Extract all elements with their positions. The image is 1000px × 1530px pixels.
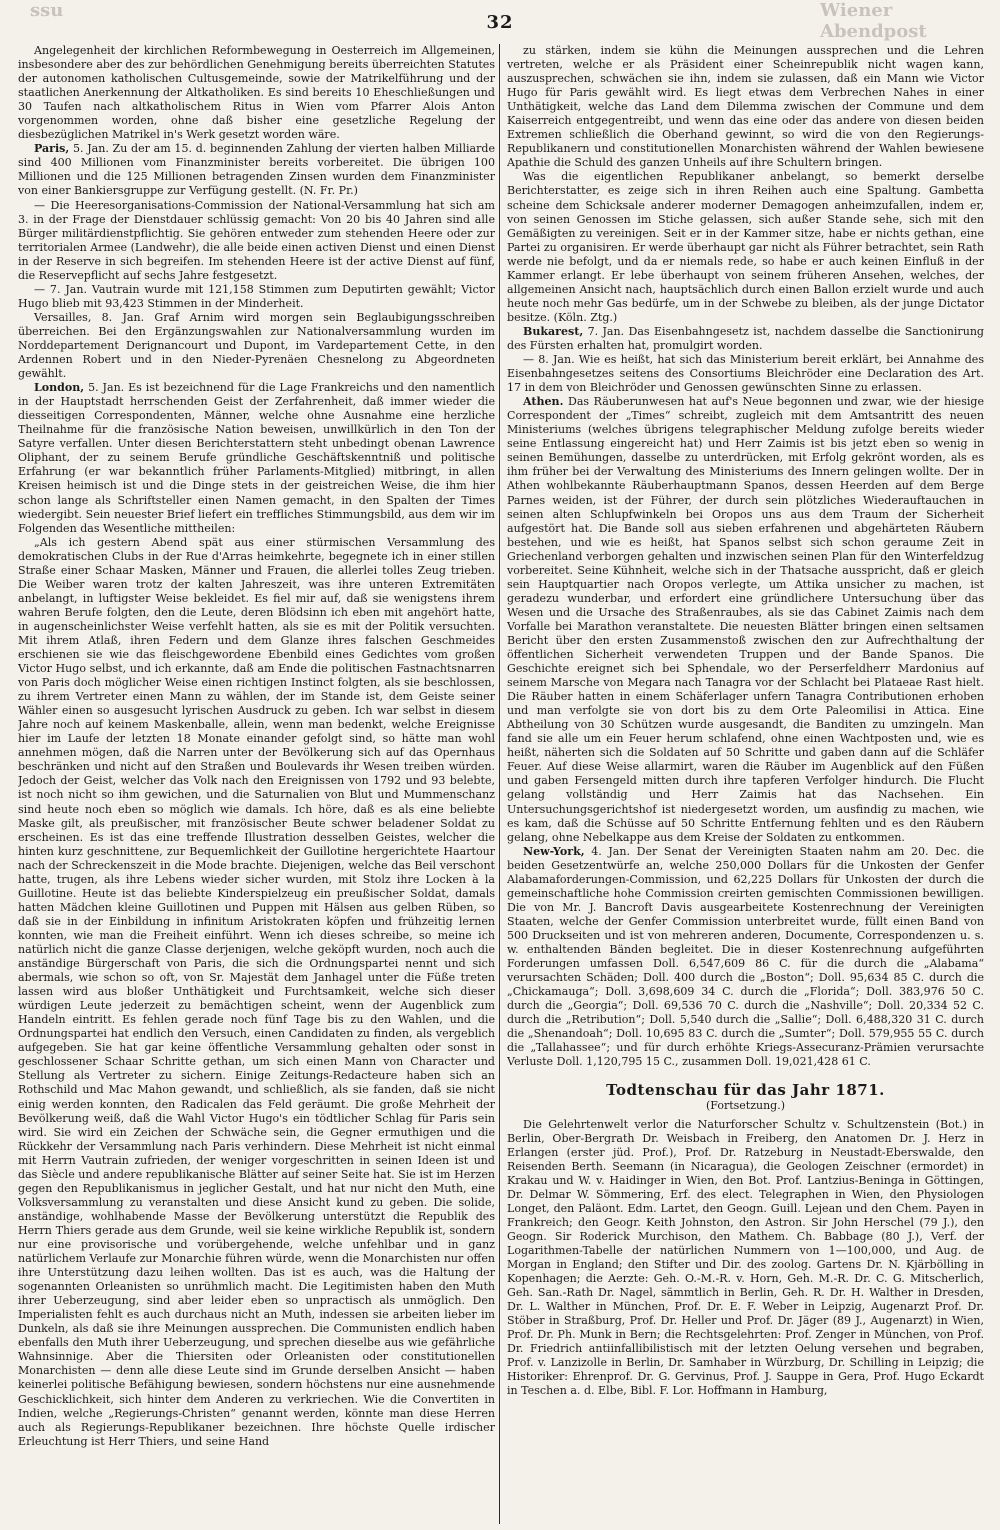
faded-header-right: Wiener Abendpost (820, 0, 927, 42)
dateline-new-york: New-York, (523, 844, 585, 858)
article-paragraph: Was die eigentlichen Republikaner anbelangt, so bemerkt derselbe Berichterstatter, es zeige sich in ihren Reihen auch eine Spaltung. Gambetta scheine dem Schicksale anderer moderner Demagogen anheimzufallen, indem er, von seinen Genossen im Stiche gelassen, sich außer Stande sehe, sich mit den Gemäßigten zu vereinigen. Seit er in der Kammer sitze, habe er nichts gethan, eine Partei zu organisiren. Er werde überhaupt gar nicht als Führer betrachtet, sein Rath werde nie befolgt, und da er niemals rede, so habe er auch keinen Einfluß in der Kammer erlangt. Er lebe überhaupt von seinem früheren Ansehen, welches, der allgemeinen Ansicht nach, hauptsächlich durch einen Ballon erzielt wurde und auch heute noch mehr Gas bedürfe, um in der Schwebe zu bleiben, als der junge Dictator besitze. (Köln. Ztg.) (507, 170, 984, 324)
column-divider (499, 44, 500, 1524)
article-paragraph: „Als ich gestern Abend spät aus einer stürmischen Versammlung des demokratischen Clubs in der Rue d'Arras heimkehrte, begegnete ich in einer stillen Straße einer Schaar Masken, Männer und Frauen, die allerlei tolles Zeug trieben. Die Weiber waren trotz der kalten Jahreszeit, was ihre unteren Extremitäten anbelangt, in luftigster Weise bekleidet. Es fiel mir auf, daß sie wenigstens ihrem wahren Berufe folgten, den die Leute, deren Blödsinn ich eben mit angehört hatte, in augenscheinlichster Weise verfehlt hatten, als sie es mit der Politik versuchten. Mit ihrem Atlaß, ihren Federn und dem Glanze ihres falschen Geschmeides erschienen sie wie das fleischgewordene Ebenbild eines Gedichtes vom großen Victor Hugo selbst, und ich erkannte, daß am Ende die politischen Fastnachtsnarren von Paris doch möglicher Weise einen richtigen Instinct folgten, als sie beschlossen, zu ihrem Vertreter einen Mann zu wählen, der im Stande ist, dem Geiste seiner Wähler einen so ausgesucht lyrischen Ausdruck zu geben. Ich war selbst in diesem Jahre noch auf keinem Maskenballe, allein, wenn man bedenkt, welche Ereignisse hier im Laufe der letzten 18 Monate einander gefolgt sind, so hätte man wohl annehmen mögen, daß die Narren unter der Bevölkerung sich auf das Opernhaus beschränken und nicht auf den Straßen und Boulevards ihr Wesen treiben würden. Jedoch der Geist, welcher das Volk nach den Ereignissen von 1792 und 93 belebte, ist noch nicht so ihm gewichen, und die Saturnalien von Blut und Mummenschanz sind heute noch eben so möglich wie damals. Ich höre, daß es als eine beliebte Maske gilt, als preußischer, mit französischer Beute schwer beladener Soldat zu erscheinen. Es ist das eine treffende Illustration desselben Geistes, welcher die hinten kurz geschnittene, zur Bequemlichkeit der Guillotine hergerichtete Haartour nach der Schreckenszeit in die Mode brachte. Diejenigen, welche das Beil verschont hatte, trugen, als ihre Lebens wieder sicher wurden, mit Stolz ihre Locken à la Guillotine. Heute ist das beliebte Kinderspielzeug ein preußischer Soldat, damals hatten Mädchen kleine Guillotinen und Puppen mit Hälsen aus gelben Rüben, so daß sie in der Einbildung in infinitum Aristokraten köpfen und frühzeitig lernen konnten, wie man die Freiheit einführt. Wenn ich dieses schreibe, so meine ich natürlich nicht die ganze Classe derjenigen, welche geköpft wurden, noch auch die anständige Bürgerschaft von Paris, die sich die Ordnungspartei nennt und sich abermals, wie schon so oft, von Sr. Majestät dem Janhagel unter die Füße treten lassen wird aus bloßer Unthätigkeit und Furchtsamkeit, welche sich dieser würdigen Leute jederzeit zu bemächtigen scheint, wenn der Augenblick zum Handeln eintritt. Es fehlen gerade noch fünf Tage bis zu den Wahlen, und die Ordnungspartei hat endlich den Versuch, einen Candidaten zu finden, als vergeblich aufgegeben. Sie hat gar keine öffentliche Versammlung gehalten oder sonst in geschlossener Schaar Schritte gethan, um sich einen Mann von Character und Stellung als Vertreter zu sichern. Einige Zeitungs-Redacteure haben sich an Rothschild und Mac Mahon gewandt, und schließlich, als sie fanden, daß sie nicht einig werden konnten, den Radicalen das Feld geräumt. Die große Mehrheit der Bevölkerung weiß, daß die Wahl Victor Hugo's ein tödtlicher Schlag für Paris sein wird. Sie wird ein Zeichen der Schwäche sein, die Gegner ermuthigen und die Rückkehr der Versammlung nach Paris verhindern. Diese Mehrheit ist nicht einmal mit Herrn Vautrain zufrieden, der weniger vorgeschritten in seinen Ideen ist und das Siècle und andere republikanische Blätter auf seiner Seite hat. Sie ist im Herzen gegen den Republikanismus in jeglicher Gestalt, und hat nur nicht den Muth, eine Volksversammlung zu veranstalten und diese Ansicht kund zu geben. Die solide, anständige, wohlhabende Masse der Bevölkerung unterstützt die Republik des Herrn Thiers gerade aus dem Grunde, weil sie keine wirkliche Republik ist, sondern nur eine provisorische und vorübergehende, welche unfehlbar und in ganz natürlichem Verlaufe zur Monarchie führen würde, wenn die Monarchisten nur offen ihre Unterstützung dazu leihen wollten. Das ist es auch, was die Haltung der sogenannten Orleanisten so unrühmlich macht. Die Legitimisten haben den Muth ihrer Ueberzeugung, sind aber leider eben so unpractisch als unmöglich. Den Imperialisten fehlt es auch durchaus nicht an Muth, indessen sie arbeiten lieber im Dunkeln, als daß sie ihre Meinungen aussprechen. Die Communisten endlich haben ebenfalls den Muth ihrer Ueberzeugung, und sprechen dieselbe aus wie gefährliche Wahnsinnige. Aber die Thiersiten oder Orleanisten oder constitutionellen Monarchisten — denn alle diese Leute sind im Grunde derselben Ansicht — haben keinerlei politische Befähigung bewiesen, sondern höchstens nur eine ausnehmende Geschicklichkeit, sich hinter dem Anderen zu verkriechen. Wie die Convertiten in Indien, welche „Regierungs-Christen“ genannt werden, könnte man diese Herren auch als Regierungs-Republikaner bezeichnen. Ihre höchste Quelle irdischer Erleuchtung ist Herr Thiers, und seine Hand (18, 535, 495, 1448)
article-paragraph: Paris, 5. Jan. Zu der am 15. d. beginnenden Zahlung der vierten halben Milliarde sind 400 Millionen vom Finanzminister bereits vorbereitet. Die übrigen 100 Millionen und die 125 Millionen betragenden Zinsen wurden dem Finanzminister von einer Bankiersgruppe zur Verfügung gestellt. (N. Fr. Pr.) (18, 142, 495, 198)
right-column (507, 44, 984, 1524)
dateline-paris: Paris, (34, 142, 70, 156)
left-column (18, 44, 495, 1524)
article-paragraph: Angelegenheit der kirchlichen Reformbewegung in Oesterreich im Allgemeinen, insbesondere aber des zur behördlichen Genehmigung bereits überreichten Statutes der autonomen katholischen Cultusgemeinde, sowie der Matrikelführung und der staatlichen Anerkennung der Altkatholiken. Es sind bereits 10 Eheschließungen und 30 Taufen nach altkatholischem Ritus in Wien vom Pfarrer Alois Anton vorgenommen worden, ohne daß bisher eine gesetzliche Regelung der diesbezüglichen Matrikel in's Werk gesetzt worden wäre. (18, 44, 495, 142)
page-number: 32 (486, 12, 514, 33)
article-paragraph: London, 5. Jan. Es ist bezeichnend für die Lage Frankreichs und den namentlich in der Hauptstadt herrschenden Geist der Zerfahrenheit, daß immer wieder die diesseitigen Correspondenten, Männer, welche ohne Ausnahme eine herzliche Theilnahme für die französische Nation beweisen, unwillkürlich in den Ton der Satyre verfallen. Unter diesen Berichterstattern steht unbedingt obenan Lawrence Oliphant, der zu seinem Berufe gründliche Geschäftskenntniß und politische Erfahrung (er war bekanntlich früher Parlaments-Mitglied) mitbringt, in allen Kreisen heimisch ist und die Dinge stets in der geistreichen Weise, die ihm hier schon lange als Schriftsteller einen Namen gemacht, in den Spalten der Times wiedergibt. Sein neuester Brief liefert ein treffliches Stimmungsbild, aus dem wir im Folgenden das Wesentliche mittheilen: (18, 381, 495, 535)
dateline-bukarest: Bukarest, (523, 324, 584, 338)
page-header (0, 0, 1000, 42)
obituary-text: Die Gelehrtenwelt verlor die Naturforscher Schultz v. Schultzenstein (Bot.) in Berlin, Ober-Bergrath Dr. Weisbach in Freiberg, den Anatomen Dr. J. Herz in Erlangen (erster jüd. Prof.), Prof. Dr. Ratzeburg in Neustadt-Eberswalde, den Reisenden Berth. Seemann (in Nicaragua), die Geologen Zeischner (ermordet) in Krakau und W. v. Haidinger in Wien, den Bot. Prof. Lantzius-Beninga in Göttingen, Dr. Delmar W. Sömmering, Erf. des elect. Telegraphen in Wien, den Physiologen Longet, den Paläont. Edm. Lartet, den Geogn. Guill. Lejean und den Chem. Payen in Frankreich; den Geogr. Keith Johnston, den Astron. Sir John Herschel (79 J.), den Geogn. Sir Roderick Murchison, den Mathem. Ch. Babbage (80 J.), Verf. der Logarithmen-Tabelle der natürlichen Nummern von 1—100,000, und Aug. de Morgan in England; den Stifter und Dir. des zoolog. Gartens Dr. N. Kjärbölling in Kopenhagen; die Aerzte: Geh. O.-M.-R. v. Horn, Geh. M.-R. Dr. C. G. Mitscherlich, Geh. San.-Rath Dr. Nagel, sämmtlich in Berlin, Geh. R. Dr. H. Walther in Dresden, Dr. L. Walther in München, Prof. Dr. E. F. Weber in Leipzig, Augenarzt Prof. Dr. Stöber in Straßburg, Prof. Dr. Heller und Prof. Dr. Jäger (89 J., Augenarzt) in Wien, Prof. Dr. Ph. Munk in Bern; die Rechtsgelehrten: Prof. Zenger in München, von Prof. Dr. Friedrich antiinfallibilistisch mit der letzten Oelung versehen und begraben, Prof. v. Lanzizolle in Berlin, Dr. Samhaber in Würzburg, Dr. Schilling in Leipzig; die Historiker: Ehrenprof. Dr. G. Gervinus, Prof. J. Sauppe in Gera, Prof. Hugo Eckardt in Teschen a. d. Elbe, Bibl. F. Lor. Hoffmann in Hamburg, (507, 1117, 984, 1398)
article-paragraph: — 8. Jan. Wie es heißt, hat sich das Ministerium bereit erklärt, bei Annahme des Eisenbahngesetzes seitens des Consortiums Bleichröder eine Declaration des Art. 17 in dem von Bleichröder und Genossen gewünschten Sinne zu erlassen. (507, 353, 984, 395)
article-paragraph: Versailles, 8. Jan. Graf Arnim wird morgen sein Beglaubigungsschreiben überreichen. Bei den Ergänzungswahlen zur Nationalversammlung wurden im Norddepartement Derignancourt und Dupont, im Vardepartement Cette, in den Ardennen Robert und in den Nieder-Pyrenäen Chesnelong zu Abgeordneten gewählt. (18, 310, 495, 381)
obituary-title: Todtenschau für das Jahr 1871. (606, 1081, 885, 1100)
obituary-subtitle: (Fortsetzung.) (706, 1099, 785, 1113)
article-paragraph: — Die Heeresorganisations-Commission der National-Versammlung hat sich am 3. in der Frage der Dienstdauer schlüssig gemacht: Von 20 bis 40 Jahren sind alle Bürger militärdienstpflichtig. Sie gehören entweder zum stehenden Heere oder zur territorialen Armee (Landwehr), die alle beide einen activen Dienst und einen Dienst in der Reserve in sich begreifen. Im stehenden Heere ist der active Dienst auf fünf, die Reservepflicht auf sechs Jahre festgesetzt. (18, 198, 495, 282)
dateline-london: London, (34, 381, 85, 395)
article-paragraph: New-York, 4. Jan. Der Senat der Vereinigten Staaten nahm am 20. Dec. die beiden Gesetzentwürfe an, welche 250,000 Dollars für die Unkosten der Genfer Alabamaforderungen-Commission, und 62,225 Dollars für Unkosten der durch die gemeinschaftliche hohe Commission creirten gemischten Commissionen bewilligen. Die von Mr. J. Bancroft Davis ausgearbeitete Kostenrechnung der Vereinigten Staaten, welche der Genfer Commission unterbreitet wurde, füllt einen Band von 500 Druckseiten und ist von mehreren anderen, Documente, Correspondenzen u. s. w. enthaltenden Bänden begleitet. Die in dieser Kostenrechnung aufgeführten Forderungen umfassen Doll. 6,547,609 86 C. für die durch die „Alabama“ verursachten Schäden; Doll. 400 durch die „Boston“; Doll. 95,634 85 C. durch die „Chickamauga“; Doll. 3,698,609 34 C. durch die „Florida“; Doll. 383,976 50 C. durch die „Georgia“; Doll. 69,536 70 C. durch die „Nashville“; Doll. 20,334 52 C. durch die „Retribution“; Doll. 5,540 durch die „Sallie“; Doll. 6,488,320 31 C. durch die „Shenandoah“; Doll. 10,695 83 C. durch die „Sumter“; Doll. 579,955 55 C. durch die „Tallahassee“; und für durch erhöhte Kriegs-Assecuranz-Prämien verursachte Verluste Doll. 1,120,795 15 C., zusammen Doll. 19,021,428 61 C. (507, 844, 984, 1069)
article-paragraph: Bukarest, 7. Jan. Das Eisenbahngesetz ist, nachdem dasselbe die Sanctionirung des Fürsten erhalten hat, promulgirt worden. (507, 324, 984, 352)
article-paragraph: Athen. Das Räuberunwesen hat auf's Neue begonnen und zwar, wie der hiesige Correspondent der „Times“ schreibt, zugleich mit dem Amtsantritt des neuen Ministeriums (welches übrigens telegraphischer Meldung zufolge bereits wieder seine Entlassung eingereicht hat) und Herr Zaimis ist bis jetzt eben so wenig in seinen Bemühungen, dasselbe zu unterdrücken, mit Erfolg gekrönt worden, als es ihm früher bei der Verwaltung des Ministeriums des Innern gelingen wollte. Der in Athen wohlbekannte Räuberhauptmann Spanos, dessen Heerden auf dem Berge Parnes weiden, ist der Führer, der durch sein plötzliches Wiederauftauchen in seinen alten Schlupfwinkeln bei Oropos uns aus dem Traum der Sicherheit aufgestört hat. Die Bande soll aus sieben erfahrenen und abgehärteten Räubern bestehen, und wie es heißt, hat Spanos selbst sich schon geraume Zeit in Griechenland verborgen gehalten und inzwischen seinen Plan für den Winterfeldzug vorbereitet. Seine Kühnheit, welche sich in der Thatsache ausspricht, daß er gleich sein Hauptquartier nach Oropos verlegte, um Attika unsicher zu machen, ist geradezu wunderbar, und erfordert eine gründlichere Untersuchung über das Wesen und die Ursache des Straßenraubes, als sie das Cabinet Zaimis nach dem Vorfalle bei Marathon veranstaltete. Die neuesten Blätter bringen einen seltsamen Bericht über den ersten Zusammenstoß zwischen den zur Aufrechthaltung der öffentlichen Sicherheit verwendeten Truppen und der Bande Spanos. Die Geschichte ereignet sich bei Sphendale, wo der Perserfeldherr Mardonius auf seinem Marsche von Megara nach Tanagra vor der Schlacht bei Plataeae Rast hielt. Die Räuber hatten in einem Schäferlager unfern Tanagra Contributionen erhoben und man verfolgte sie von dort bis zu dem Orte Paleomilisi in Attica. Eine Abtheilung von 30 Schützen wurde ausgesandt, die Banditen zu umzingeln. Man fand sie alle um ein Feuer herum schlafend, ohne einen Wachtposten und, wie es heißt, näherten sich die Soldaten auf 50 Schritte und gaben dann auf die Schläfer Feuer. Auf diese Weise allarmirt, waren die Räuber im Augenblick auf den Füßen und gaben Fersengeld mitten durch ihre tapferen Verfolger hindurch. Die Flucht gelang vollständig und Herr Zaimis hat das Nachsehen. Ein Untersuchungsgerichtshof ist niedergesetzt worden, um ausfindig zu machen, wie es kam, daß die Schüsse auf 50 Schritte Entfernung fehlten und es den Räubern gelang, ohne Nebelkappe aus dem Kreise der Soldaten zu entkommen. (507, 395, 984, 844)
dateline-athen: Athen. (523, 395, 564, 409)
article-paragraph: zu stärken, indem sie kühn die Meinungen aussprechen und die Lehren vertreten, welche er als Präsident einer Scheinrepublik nicht wagen kann, auszusprechen, schwächen sie ihn, indem sie zulassen, daß ein Mann wie Victor Hugo für Paris gewählt wird. Es liegt etwas dem Verbrechen Nahes in einer Unthätigkeit, welche das Land dem Dilemma zwischen der Commune und dem Kaiserreich entgegentreibt, und wenn das eine oder das andere von diesen beiden Extremen schließlich die Oberhand gewinnt, so wird die von den Regierungs-Republikanern und constitutionellen Monarchisten während der Wahlen bewiesene Apathie die Schuld des ganzen Unheils auf ihre Schultern bringen. (507, 44, 984, 170)
article-paragraph: — 7. Jan. Vautrain wurde mit 121,158 Stimmen zum Deputirten gewählt; Victor Hugo blieb mit 93,423 Stimmen in der Minderheit. (18, 282, 495, 310)
faded-header-left: ssu (30, 0, 64, 21)
